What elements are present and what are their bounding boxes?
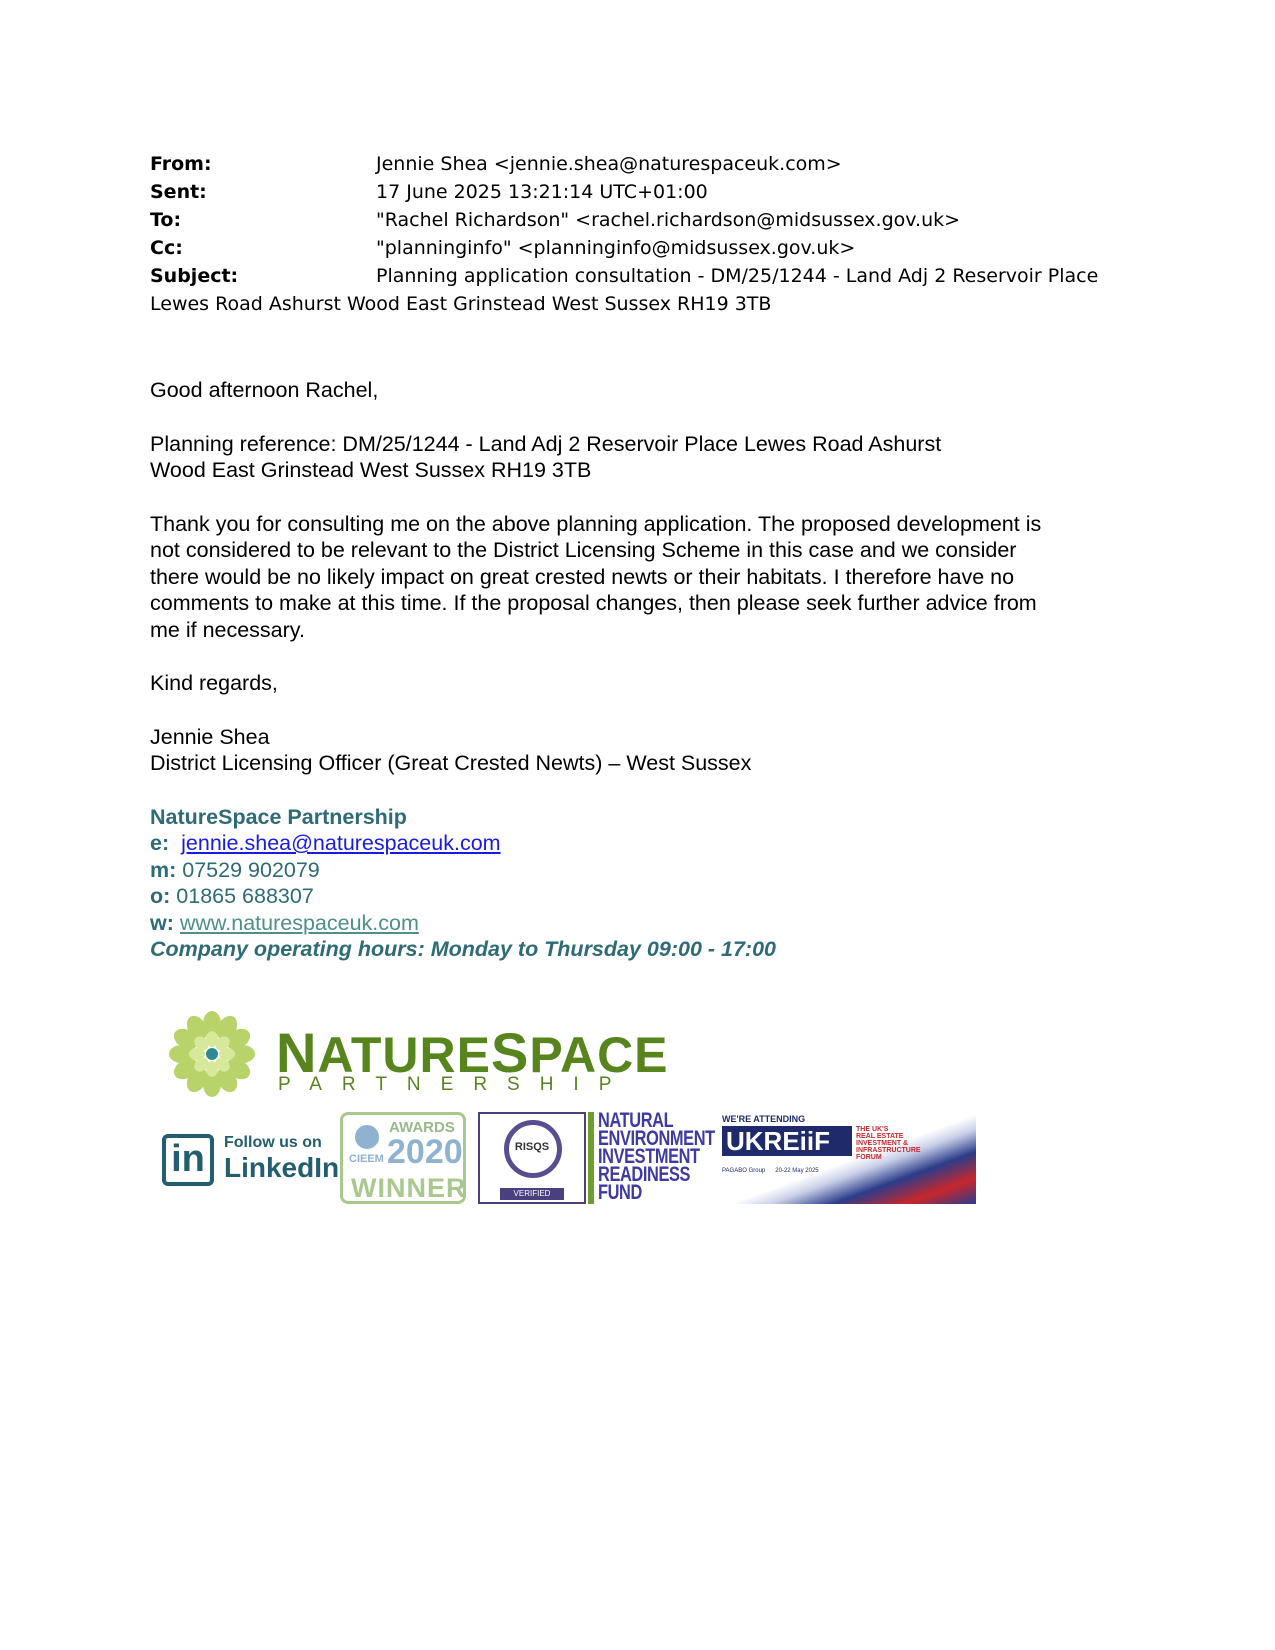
cc-value: "planninginfo" <planninginfo@midsussex.gov.uk>	[376, 237, 856, 259]
closing: Kind regards,	[150, 671, 278, 695]
ukreiif-date: 20-22 May 2025	[775, 1168, 819, 1174]
ukreiif-attending: WE'RE ATTENDING	[722, 1114, 806, 1124]
from-value: Jennie Shea <jennie.shea@naturespaceuk.com>	[376, 153, 842, 175]
cc-row	[150, 234, 1130, 262]
risqs-verified: VERIFIED	[500, 1188, 564, 1200]
risqs-badge	[478, 1112, 586, 1204]
nature-fund-line-3: INVESTMENT	[598, 1145, 700, 1168]
nature-fund-line-5: FUND	[598, 1181, 642, 1204]
planning-reference	[150, 431, 1130, 484]
ukreiif-tagline-1: THE UK'S	[856, 1126, 889, 1133]
web-link[interactable]: www.naturespaceuk.com	[179, 910, 419, 935]
logo-word-ature: ATURE	[317, 1027, 491, 1083]
logo-subtitle: PARTNERSHIP	[278, 1074, 632, 1095]
cieem-awards-text: AWARDS	[389, 1119, 455, 1136]
main-line-5: me if necessary.	[150, 617, 305, 642]
main-line-4: comments to make at this time. If the proposal changes, then please seek further advice from	[150, 591, 1037, 615]
ukreiif-sponsor: PAGABO Group	[722, 1168, 766, 1174]
signature	[150, 804, 1130, 963]
sent-value: 17 June 2025 13:21:14 UTC+01:00	[376, 181, 708, 203]
ukreiif-tagline-4: INFRASTRUCTURE	[856, 1147, 921, 1154]
risqs-name: RISQS	[514, 1141, 550, 1153]
cc-label: Cc:	[150, 237, 183, 259]
greeting: Good afternoon Rachel,	[150, 378, 379, 402]
ukreiif-logo: UKREiiF	[722, 1126, 852, 1156]
subject-value: Planning application consultation - DM/25/1244 - Land Adj 2 Reservoir Place	[376, 265, 1099, 287]
naturespace-logo	[166, 1010, 669, 1098]
logo-letter-n: N	[276, 1021, 318, 1084]
office-number: 01865 688307	[176, 884, 314, 908]
subject-continuation: Lewes Road Ashurst Wood East Grinstead West Sussex RH19 3TB	[150, 293, 772, 315]
email-page	[150, 150, 1130, 963]
nature-fund-line-2: ENVIRONMENT	[598, 1127, 715, 1150]
linkedin-follow-text: Follow us on	[224, 1134, 322, 1151]
ukreiif-tagline-3: INVESTMENT &	[856, 1140, 909, 1147]
from-label: From:	[150, 153, 212, 175]
ref-line-2: Wood East Grinstead West Sussex RH19 3TB	[150, 458, 592, 482]
main-paragraph	[150, 511, 1130, 644]
sender-block	[150, 724, 1130, 777]
linkedin-name: LinkedIn	[224, 1152, 340, 1183]
ukreiif-tagline	[856, 1126, 921, 1161]
signature-web-row	[150, 910, 1130, 937]
ref-line-1: Planning reference: DM/25/1244 - Land Adj 2 Reservoir Place Lewes Road Ashurst	[150, 431, 942, 456]
ukreiif-footer	[722, 1168, 819, 1174]
cieem-logo-icon	[355, 1125, 379, 1149]
email-link[interactable]: jennie.shea@naturespaceuk.com	[181, 831, 501, 855]
email-label: e:	[150, 831, 170, 855]
main-line-2: not considered to be relevant to the District Licensing Scheme in this case and we consider	[150, 538, 1017, 562]
from-row	[150, 150, 1130, 178]
sender-title: District Licensing Officer (Great Crested Newts) – West Sussex	[150, 751, 752, 775]
office-label: o:	[150, 884, 171, 908]
linkedin-badge[interactable]	[160, 1112, 338, 1204]
main-line-1: Thank you for consulting me on the above planning application. The proposed development is	[150, 511, 1042, 536]
nature-fund-line-1: NATURAL	[598, 1109, 674, 1132]
subject-row	[150, 262, 1130, 290]
main-line-3: there would be no likely impact on great crested newts or their habitats. I therefore have no	[150, 564, 1015, 589]
ukreiif-tagline-5: FORUM	[856, 1154, 882, 1161]
ukreiif-tagline-2: REAL ESTATE	[856, 1133, 904, 1140]
signature-email-row	[150, 830, 1130, 857]
web-label: w:	[150, 910, 174, 935]
logo-word-pace: PACE	[529, 1027, 669, 1083]
to-value: "Rachel Richardson" <rachel.richardson@midsussex.gov.uk>	[376, 209, 961, 231]
cieem-org: CIEEM	[349, 1153, 384, 1165]
sender-name: Jennie Shea	[150, 724, 270, 749]
cieem-awards-badge	[340, 1112, 466, 1204]
subject-label: Subject:	[150, 265, 239, 287]
mobile-number: 07529 902079	[182, 857, 320, 882]
sent-row	[150, 178, 1130, 206]
cieem-winner: WINNER	[351, 1173, 467, 1203]
linkedin-icon: in	[162, 1134, 214, 1186]
operating-hours: Company operating hours: Monday to Thursday 09:00 - 17:00	[150, 937, 776, 961]
mobile-label: m:	[150, 857, 177, 882]
nature-fund-line-4: READINESS	[598, 1163, 691, 1186]
sent-label: Sent:	[150, 181, 207, 203]
signature-office-row	[150, 883, 1130, 910]
badges-row	[160, 1109, 1020, 1204]
cieem-year: 2020	[387, 1133, 463, 1171]
nature-fund-badge	[588, 1109, 722, 1204]
to-row	[150, 206, 1130, 234]
email-header	[150, 150, 1130, 318]
signature-mobile-row	[150, 857, 1130, 884]
logo-letter-s: S	[490, 1021, 530, 1084]
email-body	[150, 377, 1130, 777]
signature-org: NatureSpace Partnership	[150, 804, 407, 829]
flower-icon	[166, 1008, 258, 1100]
to-label: To:	[150, 209, 182, 231]
ukreiif-badge	[716, 1112, 976, 1204]
